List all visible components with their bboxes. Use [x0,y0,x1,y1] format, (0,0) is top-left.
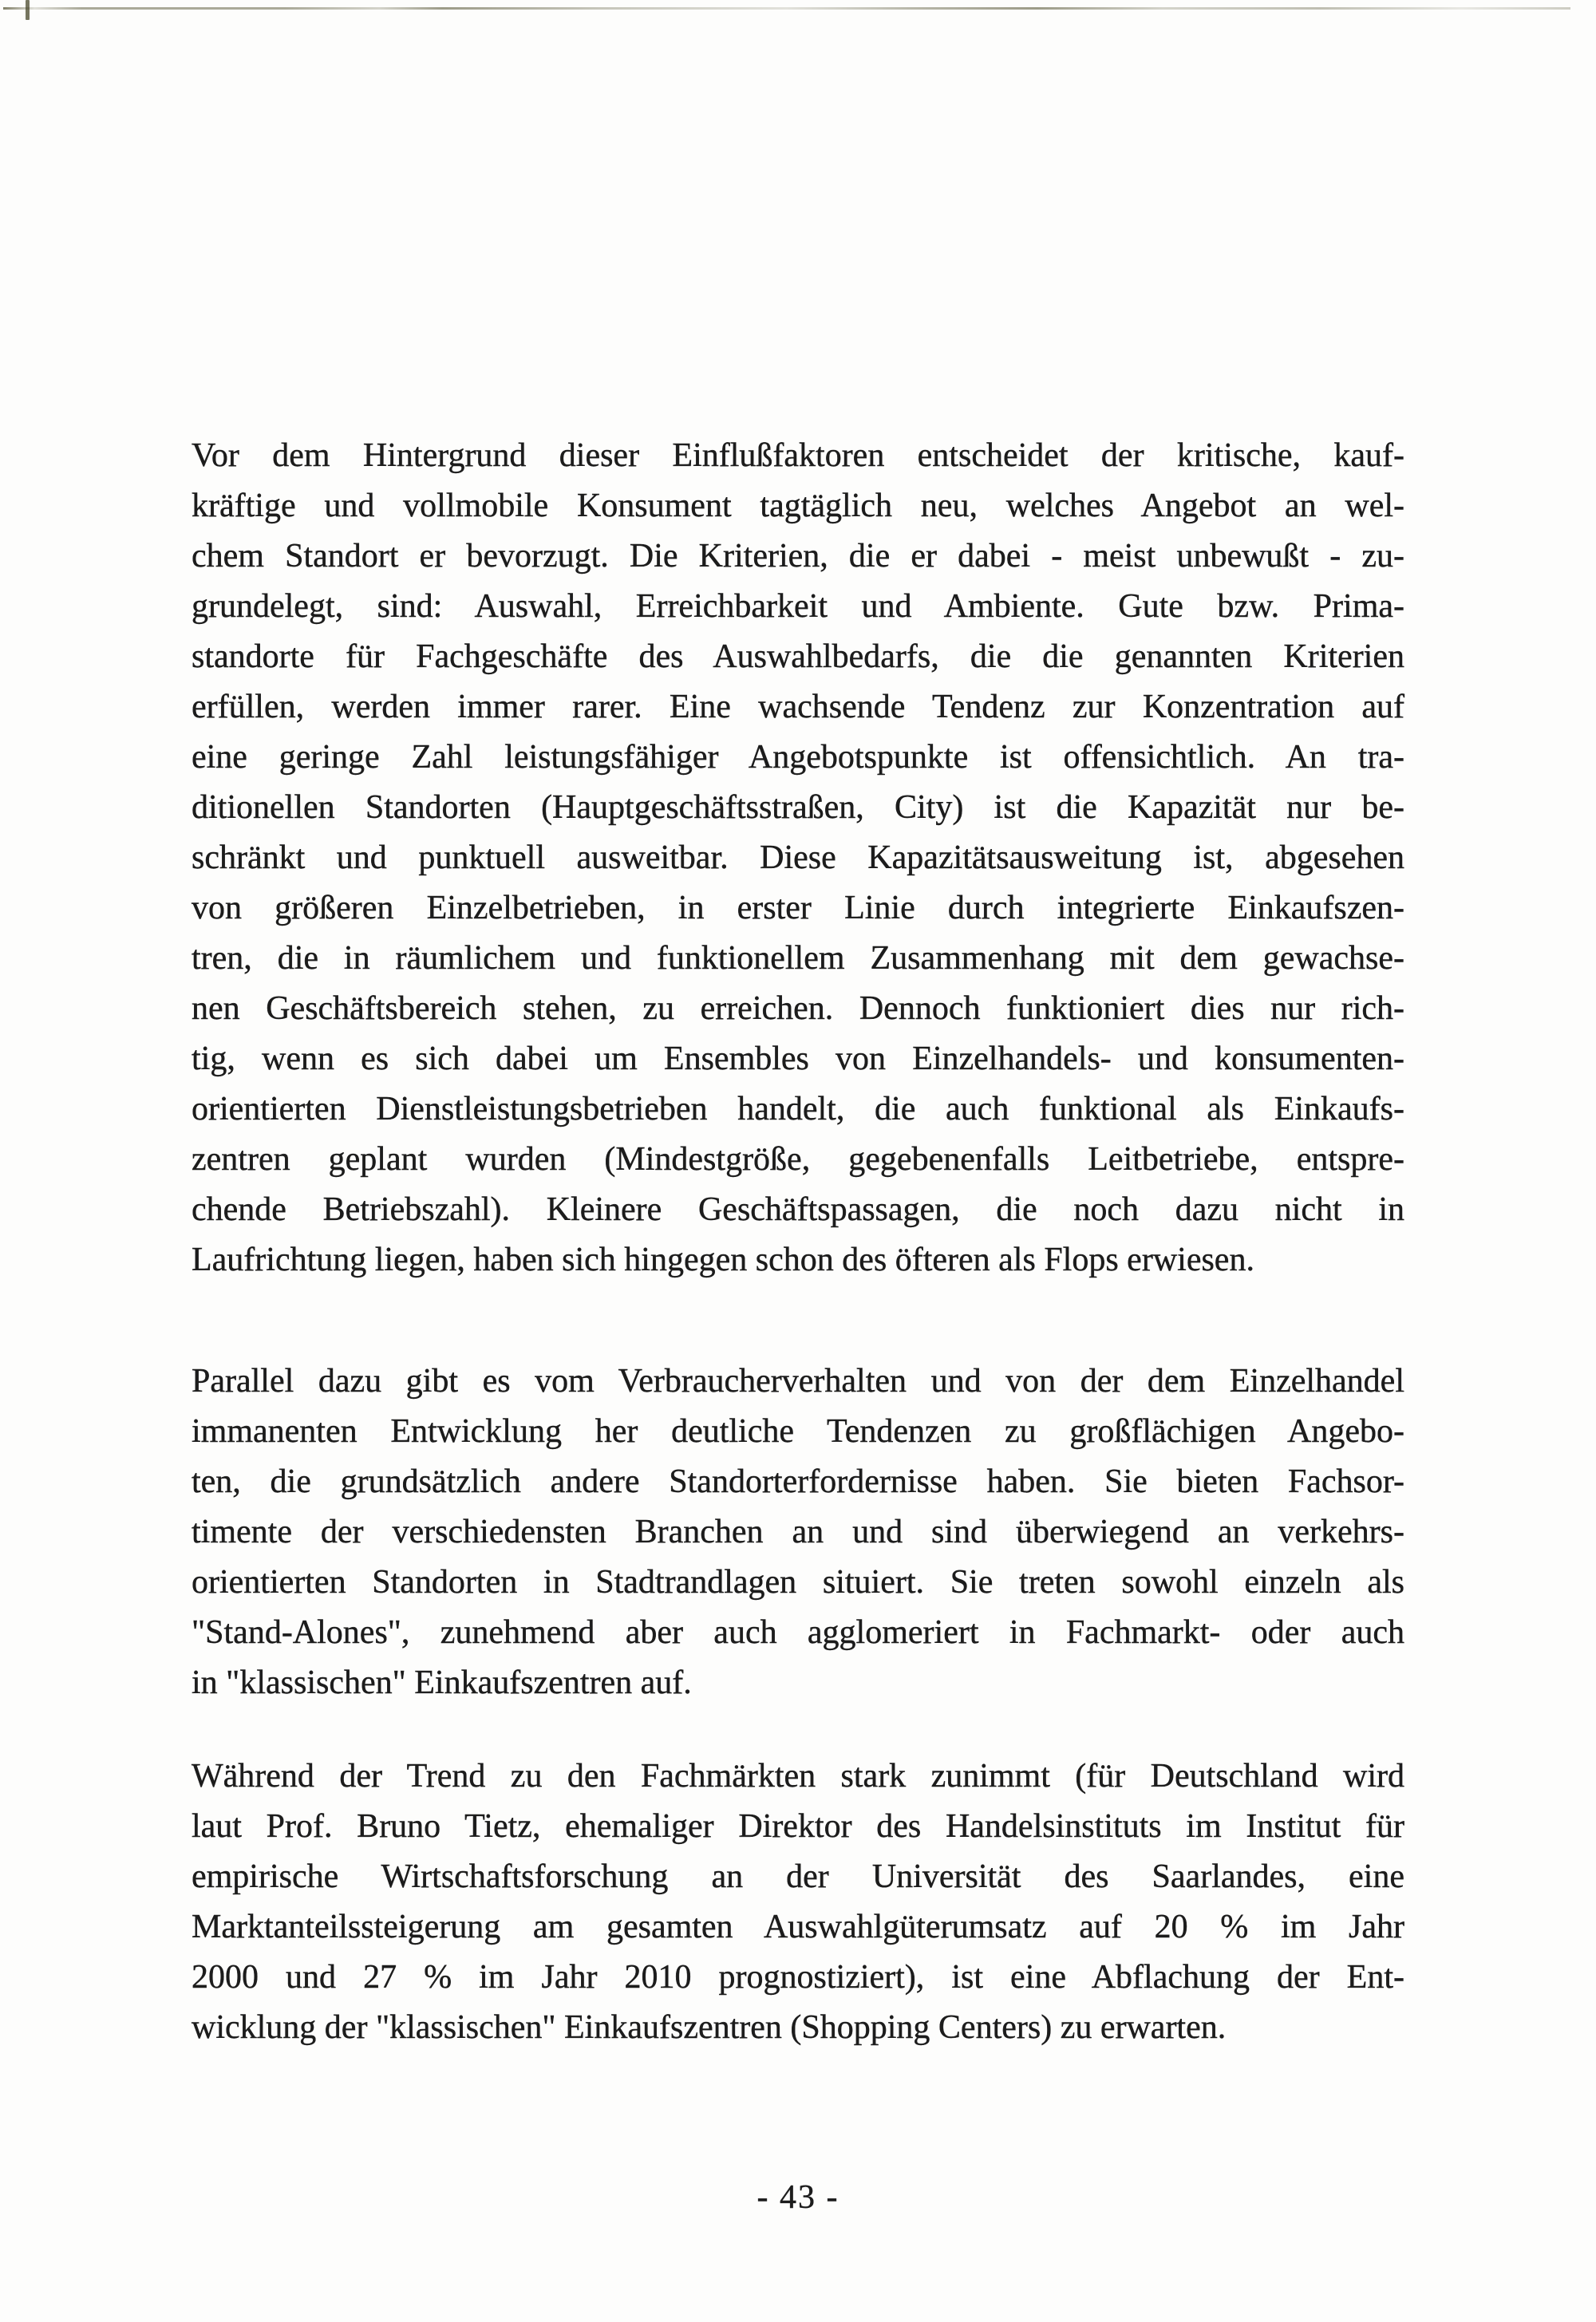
text-line: 2000 und 27 % im Jahr 2010 prognostiziert), ist eine Abflachung der Ent- [192,1959,1404,1996]
text-line: Während der Trend zu den Fachmärkten stark zunimmt (für Deutschland wird [192,1758,1404,1795]
text-line: schränkt und punktuell ausweitbar. Diese Kapazitätsausweitung ist, abgesehen [192,839,1404,876]
scan-artifact-top-line [3,7,1570,10]
text-line: von größeren Einzelbetrieben, in erster Linie durch integrierte Einkaufszen- [192,890,1404,926]
text-line: "Stand-Alones", zunehmend aber auch agglomeriert in Fachmarkt- oder auch [192,1614,1404,1651]
text-line: grundelegt, sind: Auswahl, Erreichbarkeit und Ambiente. Gute bzw. Prima- [192,588,1404,625]
text-line: standorte für Fachgeschäfte des Auswahlbedarfs, die die genannten Kriterien [192,638,1404,675]
text-line: orientierten Standorten in Stadtrandlagen situiert. Sie treten sowohl einzeln als [192,1564,1404,1601]
paragraph-3 [192,1751,1404,2053]
text-line: ditionellen Standorten (Hauptgeschäftsstraßen, City) ist die Kapazität nur be- [192,789,1404,826]
text-line: laut Prof. Bruno Tietz, ehemaliger Direktor des Handelsinstituts im Institut für [192,1808,1404,1845]
text-line: tig, wenn es sich dabei um Ensembles von Einzelhandels- und konsumenten- [192,1041,1404,1077]
text-line: tren, die in räumlichem und funktionellem Zusammenhang mit dem gewachse- [192,940,1404,977]
text-line: Marktanteilssteigerung am gesamten Auswahlgüterumsatz auf 20 % im Jahr [192,1909,1404,1945]
text-line: timente der verschiedensten Branchen an und sind überwiegend an verkehrs- [192,1514,1404,1550]
text-block [192,431,1404,2053]
text-line: wicklung der "klassischen" Einkaufszentren (Shopping Centers) zu erwarten. [192,2009,1227,2046]
text-line: in "klassischen" Einkaufszentren auf. [192,1664,692,1701]
text-line: orientierten Dienstleistungsbetrieben handelt, die auch funktional als Einkaufs- [192,1091,1404,1127]
text-line: empirische Wirtschaftsforschung an der Universität des Saarlandes, eine [192,1858,1404,1895]
text-line: chende Betriebszahl). Kleinere Geschäftspassagen, die noch dazu nicht in [192,1191,1404,1228]
text-line: ten, die grundsätzlich andere Standorterfordernisse haben. Sie bieten Fachsor- [192,1463,1404,1500]
scan-artifact-tick [26,0,30,20]
text-line: eine geringe Zahl leistungsfähiger Angebotspunkte ist offensichtlich. An tra- [192,739,1404,776]
text-line: erfüllen, werden immer rarer. Eine wachsende Tendenz zur Konzentration auf [192,689,1404,725]
text-line: nen Geschäftsbereich stehen, zu erreichen. Dennoch funktioniert dies nur rich- [192,990,1404,1027]
text-line: Vor dem Hintergrund dieser Einflußfaktoren entscheidet der kritische, kauf- [192,437,1404,474]
text-line: Parallel dazu gibt es vom Verbraucherverhalten und von der dem Einzelhandel [192,1363,1404,1400]
paragraph-1 [192,431,1404,1285]
text-line: Laufrichtung liegen, haben sich hingegen schon des öfteren als Flops erwiesen. [192,1242,1254,1278]
page-number: - 43 - [757,2179,839,2216]
text-line: immanenten Entwicklung her deutliche Tendenzen zu großflächigen Angebo- [192,1413,1404,1450]
text-line: kräftige und vollmobile Konsument tagtäglich neu, welches Angebot an wel- [192,488,1404,524]
text-line: chem Standort er bevorzugt. Die Kriterien, die er dabei - meist unbewußt - zu- [192,538,1404,575]
paragraph-2 [192,1356,1404,1708]
text-line: zentren geplant wurden (Mindestgröße, gegebenenfalls Leitbetriebe, entspre- [192,1141,1404,1178]
